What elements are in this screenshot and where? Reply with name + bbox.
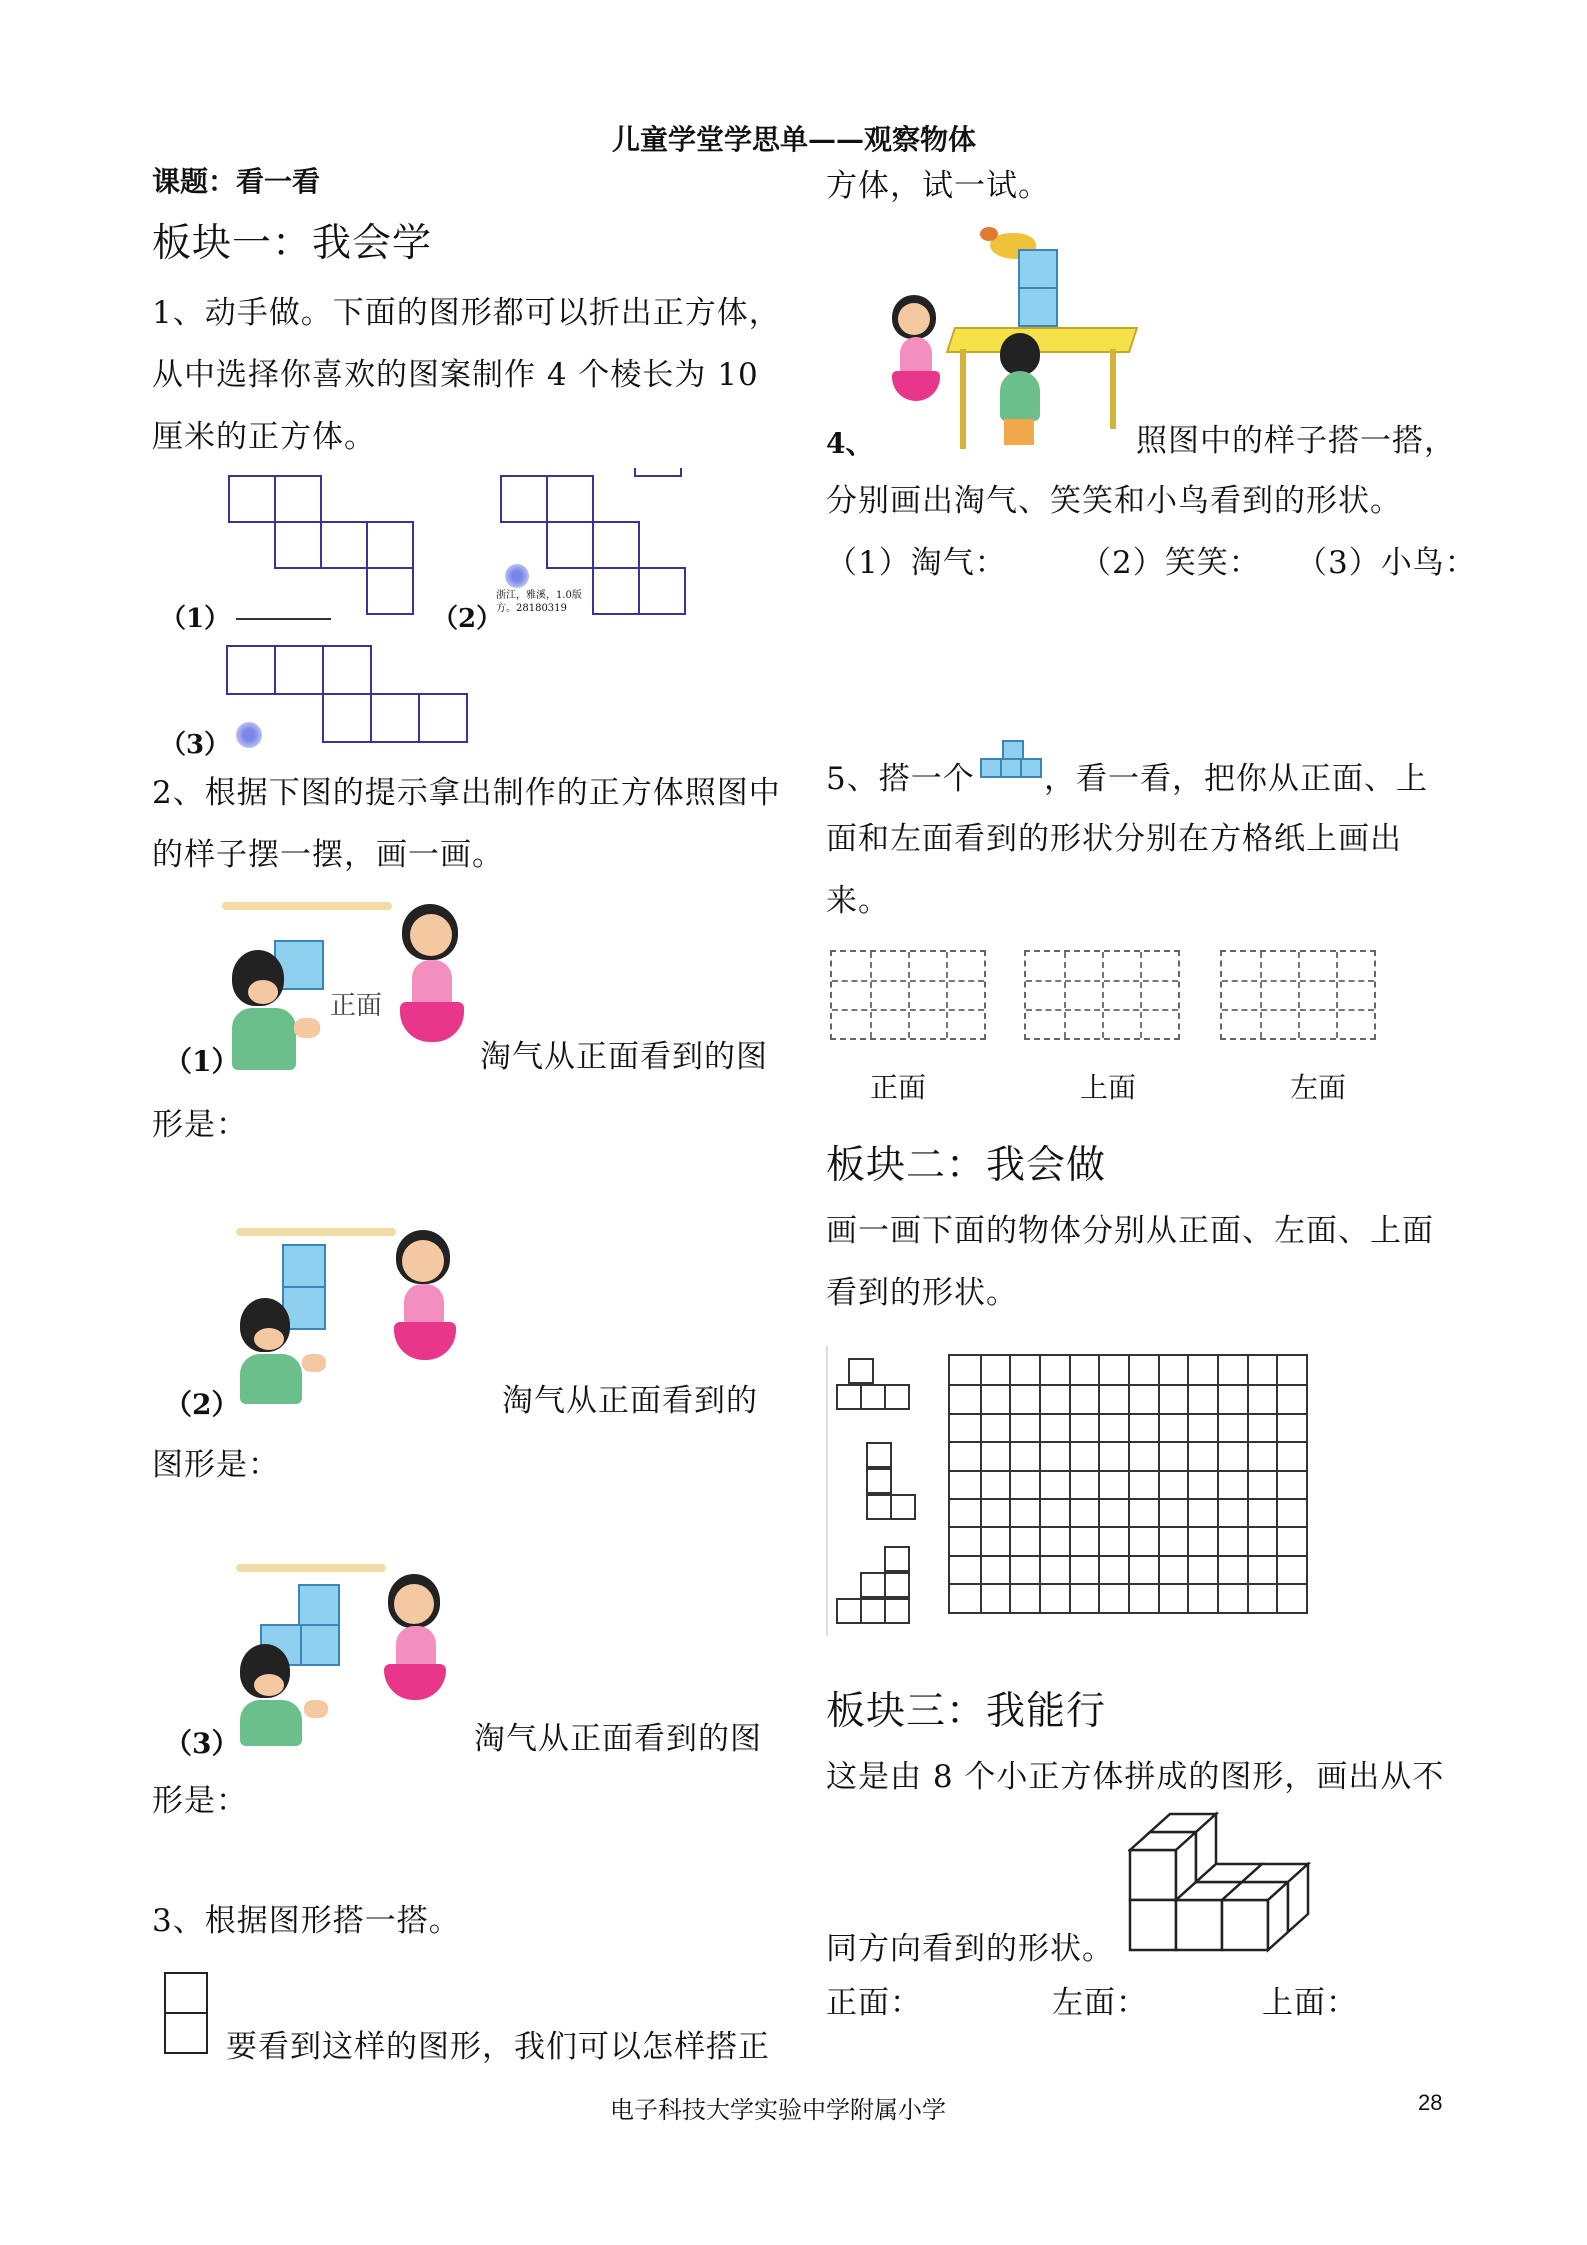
blue-stamp-icon: [236, 722, 262, 748]
q1-line1: 1、动手做。下面的图形都可以折出正方体，: [152, 295, 781, 331]
net-label-2: （2）: [432, 604, 503, 634]
tiny-note-1: 浙江，雅溪，1.0版: [496, 590, 582, 601]
q1-line3: 厘米的正方体。: [152, 419, 376, 455]
blue-stamp-icon: [505, 564, 529, 588]
q4-part-3: （3）小鸟：: [1296, 545, 1477, 581]
net-label-3: （3）: [160, 730, 231, 760]
grid-label-front: 正面: [870, 1071, 927, 1104]
section2-line1: 画一画下面的物体分别从正面、左面、上面: [826, 1213, 1434, 1249]
q4-part-2: （2）笑笑：: [1080, 545, 1261, 581]
q3-line1: 3、根据图形搭一搭。: [152, 1903, 461, 1939]
section2-line2: 看到的形状。: [826, 1275, 1018, 1311]
eight-cube-figure: [1128, 1810, 1328, 1960]
cube-net-1: [228, 475, 428, 625]
view-left: 左面：: [1052, 1985, 1148, 2021]
grid-paper-front: [830, 950, 986, 1040]
q5-line1-a: 5、搭一个: [826, 761, 975, 797]
section3-line1: 这是由 8 个小正方体拼成的图形，画出从不: [826, 1759, 1445, 1795]
q5-line2: 面和左面看到的形状分别在方格纸上画出: [826, 821, 1402, 857]
section3-line2: 同方向看到的形状。: [826, 1931, 1114, 1967]
picture-q4: [880, 225, 1140, 460]
q3-line2: 要看到这样的图形，我们可以怎样搭正: [226, 2029, 770, 2065]
q2-item1-label: （1）: [164, 1045, 240, 1078]
q4-line2: 分别画出淘气、笑笑和小鸟看到的形状。: [826, 483, 1402, 519]
q2-item2-label: （2）: [164, 1388, 240, 1421]
block-shapes-panel: [826, 1346, 914, 1636]
q2-item3-text-b: 形是：: [152, 1783, 248, 1819]
q3-line3: 方体，试一试。: [826, 168, 1050, 204]
view-top: 上面：: [1262, 1985, 1358, 2021]
section3-heading: 板块三：我能行: [826, 1689, 1107, 1734]
topic-label: 课题：看一看: [152, 165, 321, 198]
two-stacked-squares-figure: [164, 1972, 208, 2052]
section2-heading: 板块二：我会做: [826, 1143, 1107, 1188]
q4-line1: 照图中的样子搭一搭，: [1136, 423, 1456, 459]
q2-item2-text-a: 淘气从正面看到的: [502, 1383, 758, 1419]
q2-item3-text-a: 淘气从正面看到的图: [474, 1721, 762, 1757]
grid-paper-top: [1024, 950, 1180, 1040]
q5-line3: 来。: [826, 883, 890, 919]
page-title: 儿童学堂学思单——观察物体: [612, 123, 977, 156]
net-label-1: （1）: [160, 604, 231, 634]
q2-line1: 2、根据下图的提示拿出制作的正方体照图中: [152, 775, 781, 811]
q4-label: 4、: [826, 427, 874, 460]
q4-part-1: （1）淘气：: [826, 545, 1007, 581]
tiny-note-2: 方。28180319: [496, 603, 567, 614]
q5-line1-b: ，看一看，把你从正面、上: [1044, 761, 1428, 797]
picture-q2-3: [236, 1564, 496, 1749]
q2-item1-text-b: 形是：: [152, 1107, 248, 1143]
picture-q2-2: [236, 1228, 496, 1408]
q1-line2: 从中选择你喜欢的图案制作 4 个棱长为 10: [152, 357, 759, 393]
section1-heading: 板块一：我会学: [152, 221, 433, 266]
page-number: 28: [1418, 2090, 1443, 2115]
q2-item2-text-b: 图形是：: [152, 1447, 280, 1483]
grid-label-top: 上面: [1080, 1071, 1137, 1104]
q2-item1-text-a: 淘气从正面看到的图: [480, 1039, 768, 1075]
view-front: 正面：: [826, 1985, 922, 2021]
footer-school: 电子科技大学实验中学附属小学: [610, 2096, 946, 2124]
front-label: 正面: [330, 991, 383, 1021]
q2-item3-label: （3）: [164, 1727, 240, 1760]
grid-label-left: 左面: [1290, 1071, 1347, 1104]
drawing-grid: [948, 1354, 1308, 1614]
grid-paper-left: [1220, 950, 1376, 1040]
q2-line2: 的样子摆一摆，画一画。: [152, 837, 504, 873]
cube-net-3: [226, 645, 476, 755]
small-block-figure: [978, 740, 1046, 780]
